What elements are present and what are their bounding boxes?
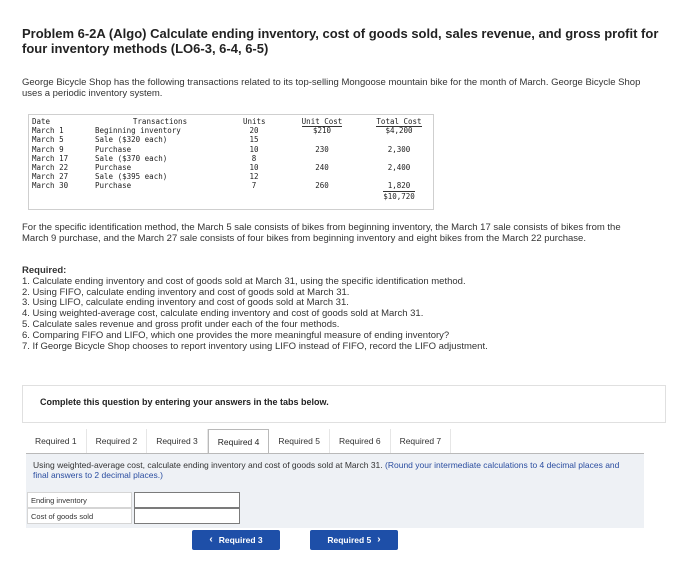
- prev-label: Required 3: [218, 535, 263, 545]
- tab-required-6[interactable]: Required 6: [330, 429, 391, 453]
- transaction-cell: Beginning inventory: [95, 126, 181, 136]
- date-cell: March 30: [32, 181, 69, 191]
- total-cost-cell: $4,200: [385, 126, 413, 136]
- units-column: [243, 117, 265, 191]
- transaction-column: [95, 117, 225, 191]
- panel-instructions: [33, 460, 633, 480]
- date-header: Date: [32, 117, 51, 126]
- unit-cost-column: [297, 117, 347, 191]
- tab-required-5[interactable]: Required 5: [269, 429, 330, 453]
- transactions-table: [28, 114, 434, 210]
- tab-required-1[interactable]: Required 1: [26, 429, 87, 453]
- required-item: 1. Calculate ending inventory and cost of goods sold at March 31, using the specific identification method.: [22, 275, 466, 287]
- units-cell: 10: [249, 162, 259, 172]
- total-cost-cell: 1,820: [387, 181, 411, 191]
- tab-required-2[interactable]: Required 2: [87, 429, 148, 453]
- complete-prompt: Complete this question by entering your answers in the tabs below.: [40, 397, 329, 407]
- date-cell: March 5: [32, 135, 64, 145]
- date-cell: March 27: [32, 172, 69, 182]
- units-cell: 15: [249, 135, 259, 145]
- units-header: Units: [243, 117, 266, 126]
- ending-inventory-input[interactable]: [134, 492, 240, 508]
- grand-total: $10,720: [383, 191, 415, 201]
- total-cost-column: [369, 117, 429, 200]
- answer-row: [27, 508, 240, 524]
- instruction-main: Using weighted-average cost, calculate ending inventory and cost of goods sold at March 31.: [33, 460, 383, 470]
- required-item: 6. Comparing FIFO and LIFO, which one provides the more meaningful measure of ending inventory?: [22, 329, 450, 341]
- cogs-input[interactable]: [134, 508, 240, 524]
- units-cell: 8: [251, 153, 257, 163]
- required-item: 2. Using FIFO, calculate ending inventory and cost of goods sold at March 31.: [22, 286, 350, 298]
- required-item: 7. If George Bicycle Shop chooses to report inventory using LIFO instead of FIFO, record the LIFO adjustment.: [22, 340, 488, 352]
- date-cell: March 1: [32, 126, 64, 136]
- total-cost-cell: 2,400: [387, 162, 411, 172]
- units-cell: 10: [249, 144, 259, 154]
- unit-cost-cell: 260: [315, 181, 329, 191]
- required-item: 4. Using weighted-average cost, calculate ending inventory and cost of goods sold at March 31.: [22, 308, 424, 320]
- unit-cost-cell: $210: [312, 126, 332, 136]
- date-cell: March 9: [32, 144, 64, 154]
- total-cost-cell: [369, 135, 429, 144]
- unit-cost-cell: [297, 172, 347, 181]
- tab-required-4[interactable]: Required 4: [208, 429, 270, 453]
- date-column: [32, 117, 92, 191]
- total-cost-cell: [369, 172, 429, 181]
- required-heading: Required:: [22, 265, 67, 276]
- units-cell: 7: [251, 181, 257, 191]
- units-cell: 20: [249, 126, 259, 136]
- required-list: [22, 266, 642, 352]
- units-cell: 12: [249, 172, 259, 182]
- date-cell: March 17: [32, 153, 69, 163]
- chevron-right-icon: ›: [377, 534, 381, 545]
- problem-intro: George Bicycle Shop has the following transactions related to its top-selling Mongoose mountain bike for the month of March. George Bicycle Shop uses a periodic inventory system.: [22, 77, 641, 99]
- required-item: 3. Using LIFO, calculate ending inventory and cost of goods sold at March 31.: [22, 297, 349, 309]
- transactions-header: Transactions: [132, 117, 188, 126]
- complete-prompt-box: [22, 385, 666, 423]
- unit-cost-cell: [297, 154, 347, 163]
- next-label: Required 5: [327, 535, 372, 545]
- unit-cost-cell: 230: [315, 144, 329, 154]
- answer-table: [27, 492, 240, 524]
- unit-cost-header: Unit Cost: [301, 117, 343, 126]
- total-cost-cell: 2,300: [387, 144, 411, 154]
- transaction-cell: Sale ($370 each): [95, 153, 168, 163]
- total-cost-cell: [369, 154, 429, 163]
- required-tabs: [26, 429, 451, 453]
- specific-identification-note: For the specific identification method, the March 5 sale consists of bikes from beginning inventory, the March 17 sale consists of bikes from the March 9 purchase, and the March 27 sale consists of four bikes from beginning inventory and eight bikes from the March 22 purchase.: [22, 222, 621, 244]
- transaction-cell: Purchase: [95, 181, 132, 191]
- unit-cost-cell: [297, 135, 347, 144]
- tab-panel: [26, 453, 644, 528]
- problem-title: Problem 6-2A (Algo) Calculate ending inventory, cost of goods sold, sales revenue, and gross profit for four inventory methods (LO6-3, 6-4, 6-5): [22, 26, 659, 56]
- instruction-note: (Round your intermediate calculations to 4 decimal places and final answers to 2 decimal places.): [33, 460, 620, 480]
- cogs-label: Cost of goods sold: [27, 508, 132, 524]
- required-item: 5. Calculate sales revenue and gross profit under each of the four methods.: [22, 318, 340, 330]
- date-cell: March 22: [32, 162, 69, 172]
- transaction-cell: Sale ($320 each): [95, 135, 168, 145]
- answer-row: [27, 492, 240, 508]
- tab-required-3[interactable]: Required 3: [147, 429, 208, 453]
- transaction-cell: Sale ($395 each): [95, 172, 168, 182]
- ending-inventory-label: Ending inventory: [27, 492, 132, 508]
- tab-required-7[interactable]: Required 7: [391, 429, 452, 453]
- next-required-button[interactable]: [310, 530, 398, 550]
- total-cost-header: Total Cost: [376, 117, 422, 126]
- transaction-cell: Purchase: [95, 162, 132, 172]
- transaction-cell: Purchase: [95, 144, 132, 154]
- chevron-left-icon: ‹: [209, 534, 213, 545]
- unit-cost-cell: 240: [315, 162, 329, 172]
- prev-required-button[interactable]: [192, 530, 280, 550]
